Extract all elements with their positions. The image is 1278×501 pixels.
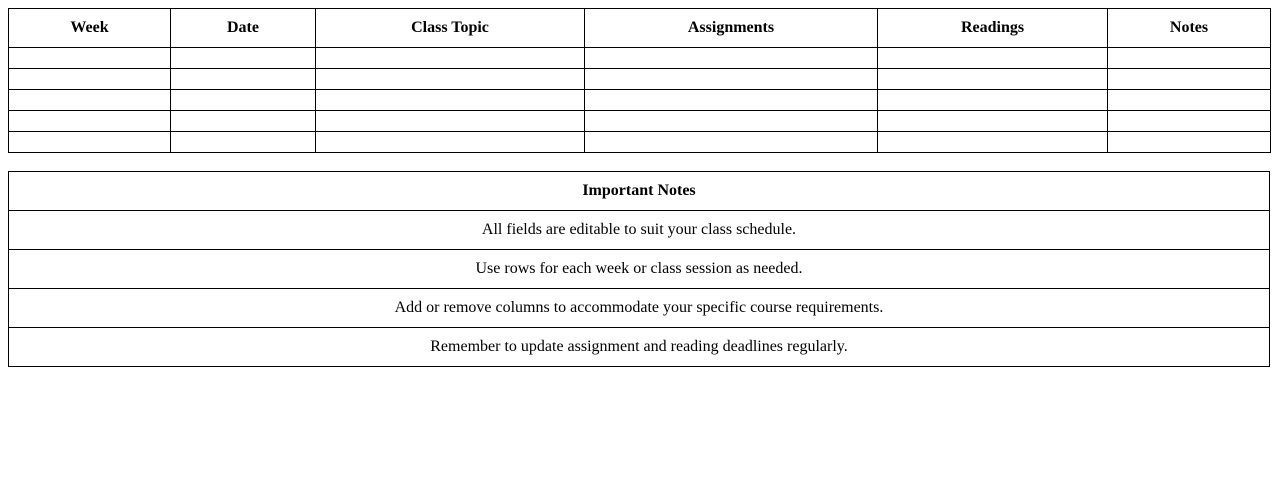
important-notes-table xyxy=(8,171,1270,367)
note-item: Use rows for each week or class session as needed. xyxy=(9,250,1270,289)
column-header-readings: Readings xyxy=(878,9,1108,48)
cell-readings[interactable] xyxy=(878,69,1108,90)
cell-date[interactable] xyxy=(171,132,316,153)
note-item: Add or remove columns to accommodate your specific course requirements. xyxy=(9,289,1270,328)
table-row xyxy=(9,132,1271,153)
cell-readings[interactable] xyxy=(878,48,1108,69)
cell-week[interactable] xyxy=(9,90,171,111)
table-row xyxy=(9,69,1271,90)
cell-readings[interactable] xyxy=(878,90,1108,111)
cell-date[interactable] xyxy=(171,48,316,69)
cell-notes[interactable] xyxy=(1108,132,1271,153)
notes-row xyxy=(9,289,1270,328)
important-notes-title: Important Notes xyxy=(9,172,1270,211)
cell-assignments[interactable] xyxy=(585,69,878,90)
note-item: All fields are editable to suit your class schedule. xyxy=(9,211,1270,250)
cell-week[interactable] xyxy=(9,48,171,69)
table-row xyxy=(9,90,1271,111)
column-header-class-topic: Class Topic xyxy=(316,9,585,48)
table-row xyxy=(9,111,1271,132)
column-header-notes: Notes xyxy=(1108,9,1271,48)
cell-date[interactable] xyxy=(171,69,316,90)
cell-week[interactable] xyxy=(9,132,171,153)
notes-row xyxy=(9,211,1270,250)
cell-notes[interactable] xyxy=(1108,48,1271,69)
cell-week[interactable] xyxy=(9,69,171,90)
cell-class-topic[interactable] xyxy=(316,90,585,111)
cell-class-topic[interactable] xyxy=(316,132,585,153)
cell-assignments[interactable] xyxy=(585,132,878,153)
cell-readings[interactable] xyxy=(878,132,1108,153)
cell-readings[interactable] xyxy=(878,111,1108,132)
column-header-date: Date xyxy=(171,9,316,48)
cell-notes[interactable] xyxy=(1108,69,1271,90)
notes-header-row xyxy=(9,172,1270,211)
cell-assignments[interactable] xyxy=(585,90,878,111)
cell-week[interactable] xyxy=(9,111,171,132)
notes-row xyxy=(9,250,1270,289)
note-item: Remember to update assignment and reading deadlines regularly. xyxy=(9,328,1270,367)
column-header-assignments: Assignments xyxy=(585,9,878,48)
cell-date[interactable] xyxy=(171,90,316,111)
schedule-table xyxy=(8,8,1271,153)
cell-date[interactable] xyxy=(171,111,316,132)
cell-notes[interactable] xyxy=(1108,111,1271,132)
cell-notes[interactable] xyxy=(1108,90,1271,111)
column-header-week: Week xyxy=(9,9,171,48)
notes-row xyxy=(9,328,1270,367)
cell-assignments[interactable] xyxy=(585,48,878,69)
cell-class-topic[interactable] xyxy=(316,111,585,132)
cell-class-topic[interactable] xyxy=(316,48,585,69)
cell-class-topic[interactable] xyxy=(316,69,585,90)
schedule-header-row xyxy=(9,9,1271,48)
cell-assignments[interactable] xyxy=(585,111,878,132)
table-row xyxy=(9,48,1271,69)
